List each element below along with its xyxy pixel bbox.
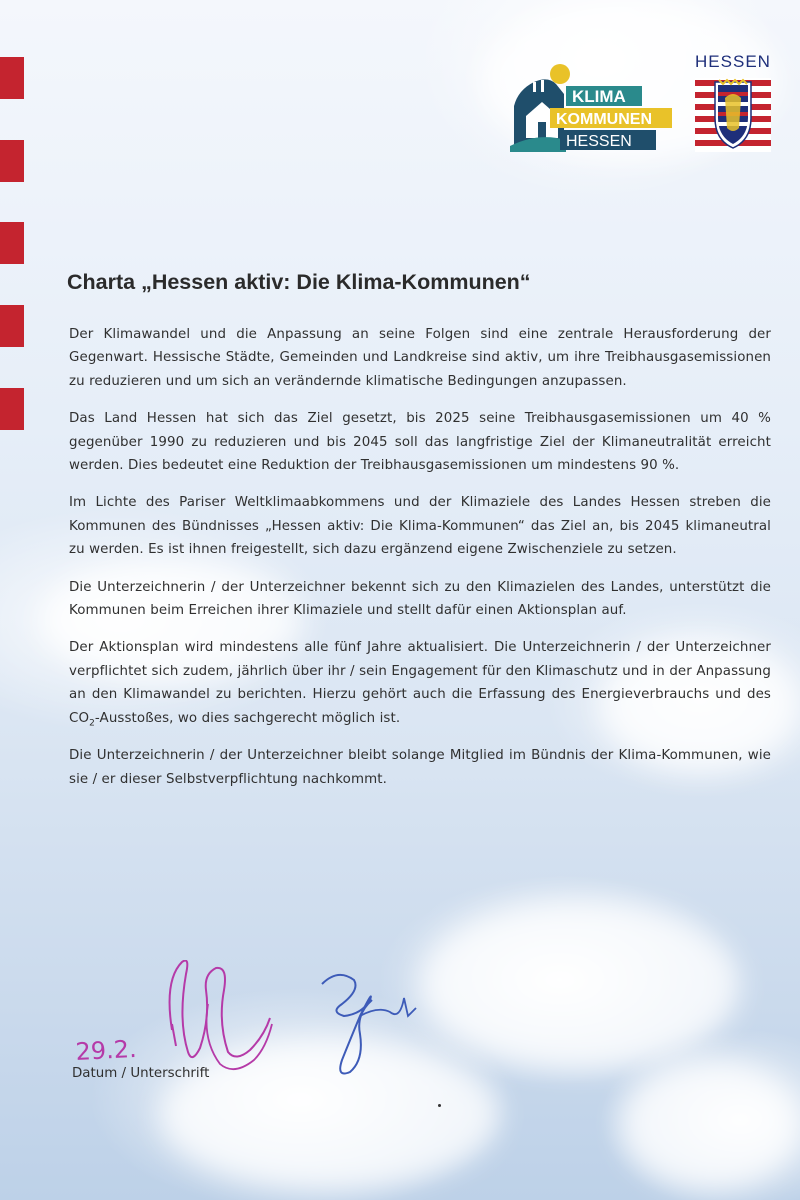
speck <box>438 1104 441 1107</box>
cloud-shape <box>420 900 740 1070</box>
handwritten-date: 29.2. <box>74 1034 138 1066</box>
margin-bar <box>0 388 24 430</box>
paragraph-2: Das Land Hessen hat sich das Ziel gesetzt, bis 2025 seine Treibhausgasemissionen um 40 % gegenüber 1990 zu reduzieren und bis 2045 soll das langfristige Ziel der Klimaneutralität erreicht werden. Dies bedeutet eine Reduktion der Treibhausgasemissionen um mindestens 90 %. <box>69 411 771 474</box>
cloud-shape <box>620 1060 800 1190</box>
paragraph-5-text-after: -Ausstoßes, wo dies sachgerecht möglich ist. <box>94 710 401 726</box>
hessen-state-logo <box>695 52 771 156</box>
paragraph-3: Im Lichte des Pariser Weltklimaabkommens und der Klimaziele des Landes Hessen streben die Kommunen des Bündnisses „Hessen aktiv: Die Klima-Kommunen“ das Ziel an, bis 2045 klimaneutral zu werden. Es ist ihnen freigestellt, sich dazu ergänzend eigene Zwischenziele zu setzen. <box>69 495 771 558</box>
margin-bar <box>0 222 24 264</box>
charter-body <box>69 323 771 791</box>
klima-logo-line2: KOMMUNEN <box>556 111 652 128</box>
margin-bar <box>0 140 24 182</box>
charter-title: Charta „Hessen aktiv: Die Klima-Kommunen“ <box>67 270 531 294</box>
klima-kommunen-logo <box>508 58 672 152</box>
paragraph-1: Der Klimawandel und die Anpassung an seine Folgen sind eine zentrale Herausforderung der Gegenwart. Hessische Städte, Gemeinden und Landkreise sind aktiv, um ihre Treibhausgasemissionen zu reduzieren und um sich an verändernde klimatische Bedingungen anzupassen. <box>69 327 771 389</box>
paragraph-6: Die Unterzeichnerin / der Unterzeichner bleibt solange Mitglied im Bündnis der Klima-Kommunen, wie sie / er dieser Selbstverpflichtung nachkommt. <box>69 748 771 787</box>
hessen-coat-of-arms-icon <box>695 78 771 152</box>
paragraph-5-text-before: Der Aktionsplan wird mindestens alle fünf Jahre aktualisiert. Die Unterzeichnerin / der Unterzeichner verpflichtet sich zudem, jährlich über ihr / sein Engagement für den Klimaschutz und in der Anpassung an den Klimawandel zu berichten. Hierzu gehört auch die Erfassung des Energieverbrauchs und des CO <box>69 640 771 726</box>
co2-subscript: 2 <box>89 718 95 729</box>
paragraph-4: Die Unterzeichnerin / der Unterzeichner bekennt sich zu den Klimazielen des Landes, unterstützt die Kommunen beim Erreichen ihrer Klimaziele und stellt dafür einen Aktionsplan auf. <box>69 579 771 619</box>
margin-bar <box>0 57 24 99</box>
date-signature-label: Datum / Unterschrift <box>72 1066 210 1081</box>
klima-logo-line3: HESSEN <box>566 133 632 150</box>
paragraph-5 <box>69 636 771 730</box>
klima-logo-line1: KLIMA <box>572 87 626 106</box>
margin-bar <box>0 305 24 347</box>
hessen-label: HESSEN <box>695 52 771 71</box>
